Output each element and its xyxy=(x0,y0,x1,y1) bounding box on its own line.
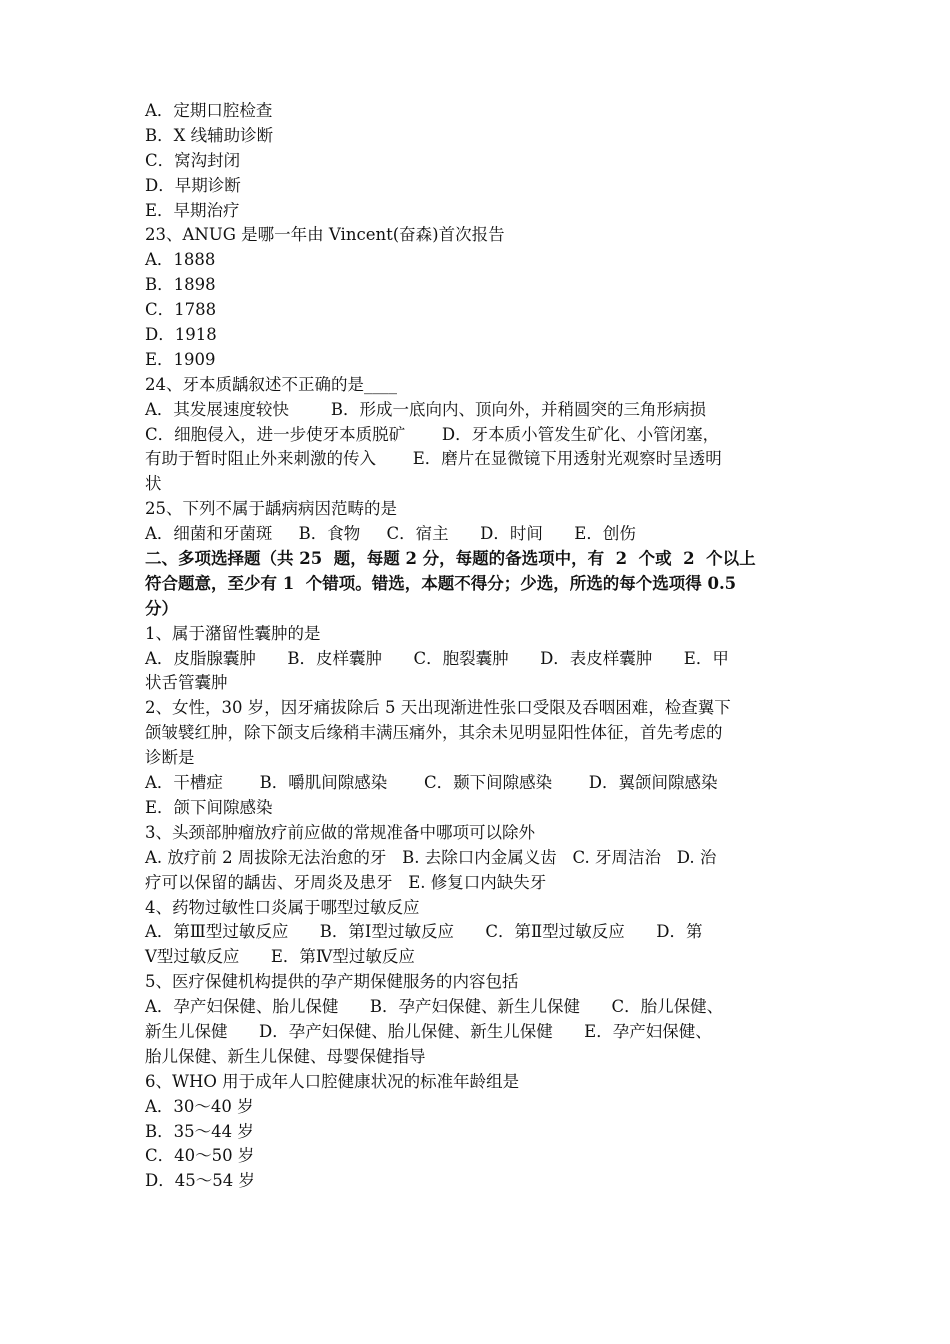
text-line: A．孕产妇保健、胎儿保健 B．孕产妇保健、新生儿保健 C．胎儿保健、 xyxy=(145,997,724,1017)
text-line: 颌皱襞红肿，除下颌支后缘稍丰满压痛外，其余未见明显阳性体征，首先考虑的 xyxy=(145,723,723,743)
text-line: 胎儿保健、新生儿保健、母婴保健指导 xyxy=(145,1046,426,1066)
text-line: A．干槽症 B．嚼肌间隙感染 C．颞下间隙感染 D．翼颌间隙感染 xyxy=(145,773,718,793)
text-line: Ⅴ型过敏反应 E．第Ⅳ型过敏反应 xyxy=(145,947,415,967)
text-line: E．颌下间隙感染 xyxy=(145,797,273,817)
text-line: E．1909 xyxy=(145,349,216,369)
text-line: 1、属于潴留性囊肿的是 xyxy=(145,623,321,643)
text-line: 25、下列不属于龋病病因范畴的是 xyxy=(145,499,397,519)
text-line: 有助于暂时阻止外来刺激的传入 E．磨片在显微镜下用透射光观察时呈透明 xyxy=(145,449,722,469)
text-line: A．定期口腔检查 xyxy=(145,101,273,120)
text-line: C．窝沟封闭 xyxy=(145,150,241,170)
text-line: 状舌管囊肿 xyxy=(145,673,228,693)
text-line: 新生儿保健 D．孕产妇保健、胎儿保健、新生儿保健 E．孕产妇保健、 xyxy=(145,1021,712,1041)
section-heading-line: 分） xyxy=(145,598,178,618)
text-line: 5、医疗保健机构提供的孕产期保健服务的内容包括 xyxy=(145,972,519,992)
text-line: A. 放疗前 2 周拔除无法治愈的牙 B. 去除口内金属义齿 C. 牙周洁治 D. 治 xyxy=(145,847,717,867)
text-line: A．皮脂腺囊肿 B．皮样囊肿 C．胞裂囊肿 D．表皮样囊肿 E．甲 xyxy=(145,648,729,668)
text-line: A．其发展速度较快 B．形成一底向内、顶向外，并稍圆突的三角形病损 xyxy=(145,399,706,419)
text-line: A．30～40 岁 xyxy=(145,1096,254,1116)
text-line: D．45～54 岁 xyxy=(145,1171,255,1191)
text-line: 6、WHO 用于成年人口腔健康状况的标准年龄组是 xyxy=(145,1071,520,1091)
text-line: A．细菌和牙菌斑 B．食物 C．宿主 D．时间 E．创伤 xyxy=(145,524,636,544)
text-line: E．早期治疗 xyxy=(145,200,240,220)
text-line: 24、牙本质龋叙述不正确的是____ xyxy=(145,374,397,394)
text-line: 23、ANUG 是哪一年由 Vincent(奋森)首次报告 xyxy=(145,225,505,245)
text-line: C．细胞侵入，进一步使牙本质脱矿 D．牙本质小管发生矿化、小管闭塞， xyxy=(145,424,720,444)
text-line: B．X 线辅助诊断 xyxy=(145,125,274,145)
text-line: D．早期诊断 xyxy=(145,175,241,195)
text-line: C．40～50 岁 xyxy=(145,1146,255,1166)
text-line: 状 xyxy=(145,474,162,494)
section-heading-line: 符合题意，至少有 1 个错项。错选，本题不得分；少选，所选的每个选项得 0.5 xyxy=(145,573,737,593)
text-line: 诊断是 xyxy=(145,748,195,768)
text-line: 2、女性，30 岁，因牙痛拔除后 5 天出现渐进性张口受限及吞咽困难，检查翼下 xyxy=(145,698,731,718)
text-line: B．35～44 岁 xyxy=(145,1121,254,1141)
document-page xyxy=(145,99,807,1194)
text-line: B．1898 xyxy=(145,275,216,295)
text-line: 疗可以保留的龋齿、牙周炎及患牙 E. 修复口内缺失牙 xyxy=(145,872,547,892)
text-line: D．1918 xyxy=(145,325,217,345)
text-line: 3、头颈部肿瘤放疗前应做的常规准备中哪项可以除外 xyxy=(145,822,535,842)
text-line: A．第Ⅲ型过敏反应 B．第Ⅰ型过敏反应 C．第Ⅱ型过敏反应 D．第 xyxy=(145,922,703,942)
text-line: A．1888 xyxy=(145,250,216,270)
text-line: C．1788 xyxy=(145,300,217,320)
text-line: 4、药物过敏性口炎属于哪型过敏反应 xyxy=(145,897,420,917)
section-heading-line: 二、多项选择题（共 25 题，每题 2 分，每题的备选项中，有 2 个或 2 个以上 xyxy=(145,549,756,569)
